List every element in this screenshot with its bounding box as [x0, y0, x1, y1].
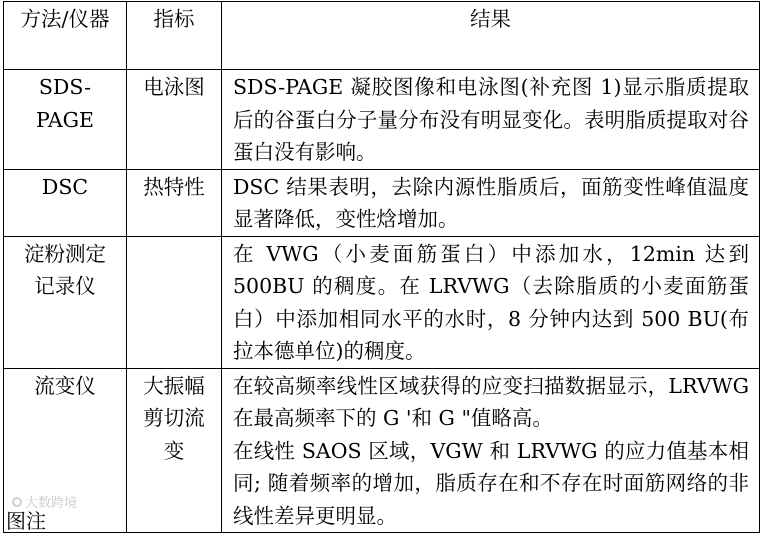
table-row: [4, 368, 760, 533]
result-cell: [222, 368, 760, 533]
header-result: 结果: [222, 2, 760, 70]
method-cell: SDS-PAGE: [4, 70, 127, 170]
metric-cell: 大振幅剪切流变: [127, 368, 222, 533]
watermark-text: 大数跨境: [25, 496, 78, 511]
watermark-logo-icon: [12, 497, 22, 507]
result-paragraph: DSC 结果表明，去除内源性脂质后，面筋变性峰值温度显著降低，变性焓增加。: [233, 174, 749, 231]
results-table: [3, 1, 760, 533]
result-cell: [222, 70, 760, 170]
result-cell: [222, 236, 760, 368]
result-paragraph: 在线性 SAOS 区域，VGW 和 LRVWG 的应力值基本相同; 随着频率的增加，脂质存在和不存在时面筋网络的非线性差异更明显。: [233, 438, 749, 528]
method-cell: 流变仪: [4, 368, 127, 533]
table-header-row: [4, 2, 760, 70]
table-row: [4, 236, 760, 368]
result-paragraph: SDS-PAGE 凝胶图像和电泳图(补充图 1)显示脂质提取后的谷蛋白分子量分布没有明显变化。表明脂质提取对谷蛋白没有影响。: [233, 75, 749, 164]
result-paragraph: 在 VWG（小麦面筋蛋白）中添加水，12min 达到 500BU 的稠度。在 LRVWG（去除脂质的小麦面筋蛋白）中添加相同水平的水时，8 分钟内达到 500 BU(布拉本德单位)的稠度。: [233, 241, 749, 363]
metric-cell: 热特性: [127, 169, 222, 236]
table-row: [4, 70, 760, 170]
header-method: 方法/仪器: [4, 2, 127, 70]
metric-cell: [127, 236, 222, 368]
result-cell: [222, 169, 760, 236]
method-cell: DSC: [4, 169, 127, 236]
result-paragraph: 在较高频率线性区域获得的应变扫描数据显示，LRVWG 在最高频率下的 G '和 G "值略高。: [233, 373, 749, 430]
table-row: [4, 169, 760, 236]
header-metric: 指标: [127, 2, 222, 70]
caption-fragment: 图注: [6, 509, 46, 533]
method-cell: 淀粉测定记录仪: [4, 236, 127, 368]
metric-cell: 电泳图: [127, 70, 222, 170]
